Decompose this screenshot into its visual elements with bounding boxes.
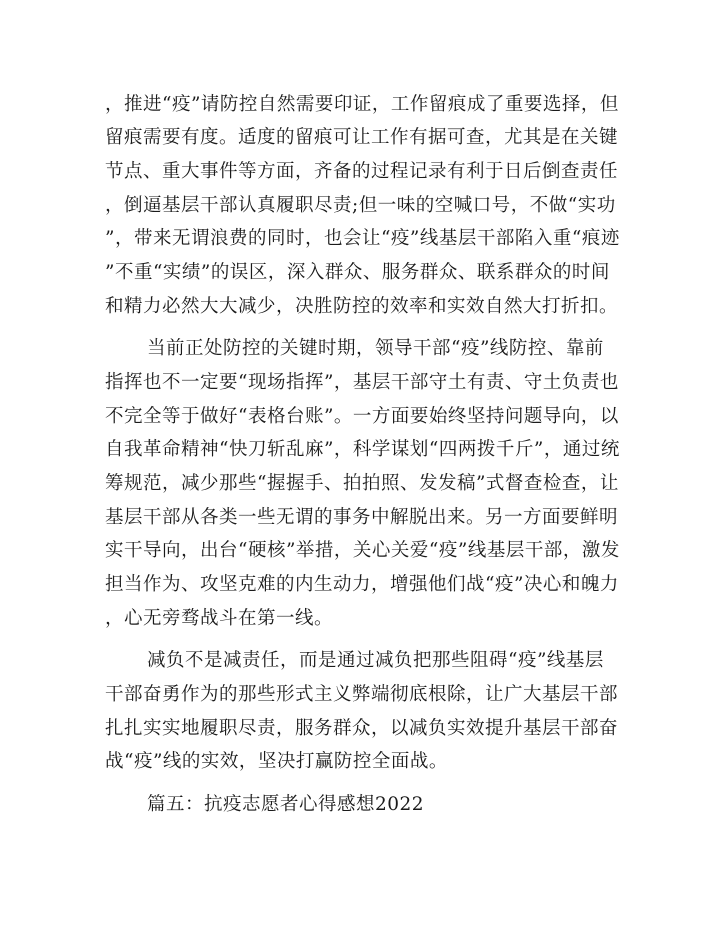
paragraph-2-line-3: 不完全等于做好“表格台账”。一方面要始终坚持问题导向，以 bbox=[105, 406, 619, 427]
text-line-6: ”不重“实绩”的误区，深入群众、服务群众、联系群众的时间 bbox=[105, 262, 610, 283]
paragraph-2-line-9: ，心无旁骛战斗在第一线。 bbox=[105, 608, 334, 629]
paragraph-3-line-1: 减负不是减责任，而是通过减负把那些阻碍“疫”线基层 bbox=[147, 650, 604, 671]
paragraph-2-line-5: 筹规范，减少那些“握握手、拍拍照、发发稿”式督查检查，让 bbox=[105, 473, 619, 494]
paragraph-2-line-1: 当前正处防控的关键时期，领导干部“疫”线防控、靠前 bbox=[147, 338, 604, 359]
paragraph-3-line-2: 干部奋勇作为的那些形式主义弊端彻底根除，让广大基层干部 bbox=[105, 684, 619, 705]
text-line-7: 和精力必然大大减少，决胜防控的效率和实效自然大打折扣。 bbox=[105, 296, 619, 317]
paragraph-2-line-4: 自我革命精神“快刀斩乱麻”，科学谋划“四两拨千斤”，通过统 bbox=[105, 439, 620, 460]
text-line-2: 留痕需要有度。适度的留痕可让工作有据可查，尤其是在关键 bbox=[105, 127, 619, 148]
paragraph-2-line-8: 担当作为、攻坚克难的内生动力，增强他们战“疫”决心和魄力 bbox=[105, 574, 619, 595]
paragraph-3-line-4: 战“疫”线的实效，坚决打赢防控全面战。 bbox=[105, 751, 448, 772]
text-line-3: 节点、重大事件等方面，齐备的过程记录有利于日后倒查责任 bbox=[105, 161, 619, 182]
paragraph-3-line-3: 扎扎实实地履职尽责，服务群众，以减负实效提升基层干部奋 bbox=[105, 718, 619, 739]
text-line-1: ，推进“疫”请防控自然需要印证，工作留痕成了重要选择，但 bbox=[105, 94, 619, 115]
text-line-4: ，倒逼基层干部认真履职尽责;但一味的空喊口号，不做“实功 bbox=[105, 195, 616, 216]
paragraph-2-line-2: 指挥也不一定要“现场指挥”，基层干部守土有责、守土负责也 bbox=[105, 372, 619, 393]
text-line-5: ”，带来无谓浪费的同时，也会让“疫”线基层干部陷入重“痕迹 bbox=[105, 228, 620, 249]
section-heading: 篇五：抗疫志愿者心得感想2022 bbox=[147, 794, 425, 815]
paragraph-2-line-7: 实干导向，出台“硬核”举措，关心关爱“疫”线基层干部，激发 bbox=[105, 540, 620, 561]
paragraph-2-line-6: 基层干部从各类一些无谓的事务中解脱出来。另一方面要鲜明 bbox=[105, 507, 619, 528]
